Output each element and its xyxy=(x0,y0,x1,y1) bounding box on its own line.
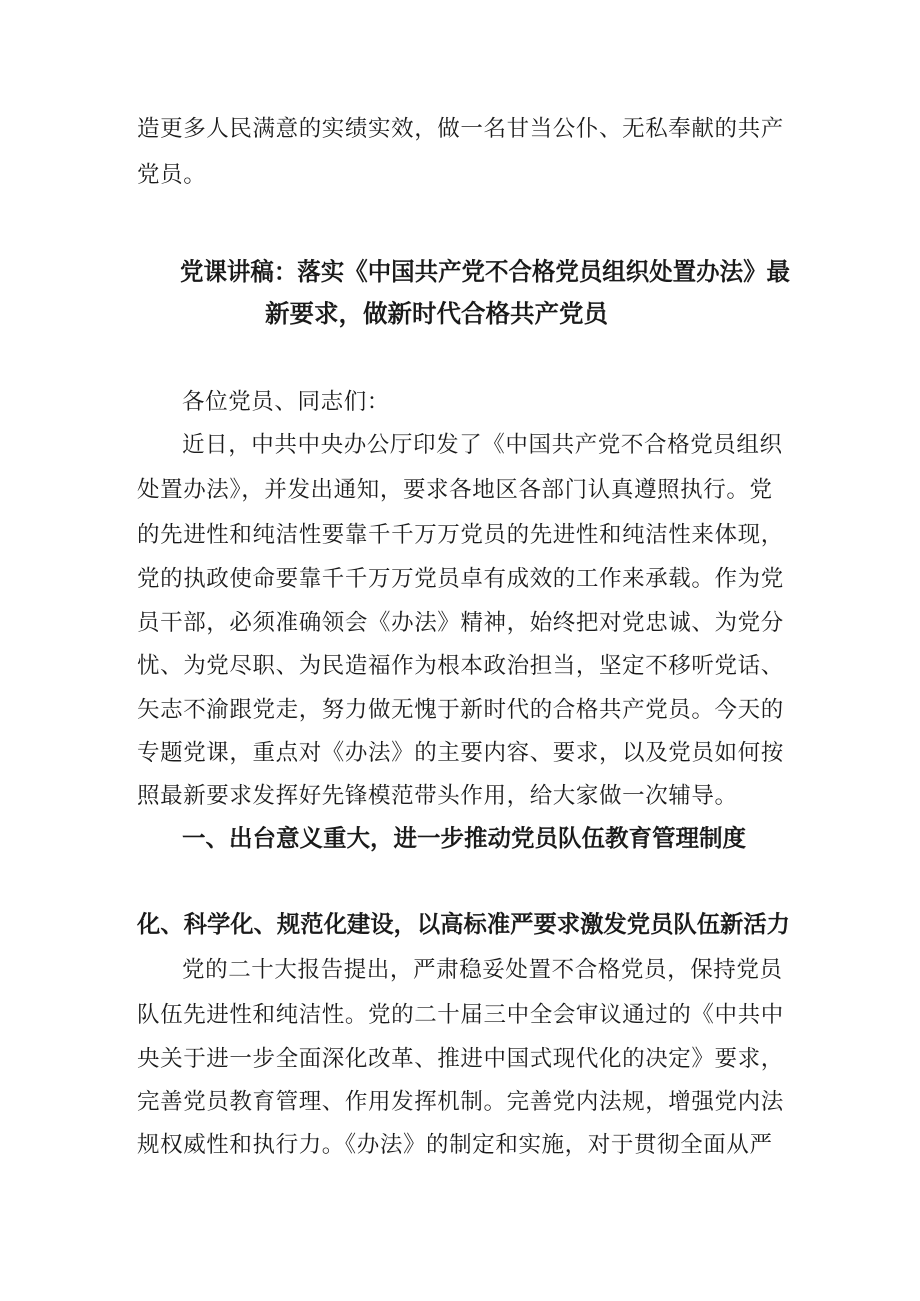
carryover-line-2: 党员。 xyxy=(137,162,207,188)
intro-line: 的先进性和纯洁性要靠千千万万党员的先进性和纯洁性来体现， xyxy=(137,522,784,548)
section-body-line: 规权威性和执行力。《办法》的制定和实施，对于贯彻全面从严 xyxy=(137,1132,773,1158)
section-heading-line-2: 化、科学化、规范化建设，以高标准严要求激发党员队伍新活力 xyxy=(137,910,790,938)
intro-line: 矢志不渝跟党走，努力做无愧于新时代的合格共产党员。今天的 xyxy=(137,697,784,723)
intro-line: 处置办法》，并发出通知，要求各地区各部门认真遵照执行。党 xyxy=(137,477,773,503)
section-body-line: 队伍先进性和纯洁性。党的二十届三中全会审议通过的《中共中 xyxy=(137,1002,784,1028)
intro-line: 照最新要求发挥好先锋模范带头作用，给大家做一次辅导。 xyxy=(137,783,738,809)
intro-line: 员干部，必须准确领会《办法》精神，始终把对党忠诚、为党分 xyxy=(137,610,784,636)
intro-line: 党的执政使命要靠千千万万党员卓有成效的工作来承载。作为党 xyxy=(137,566,784,592)
intro-line: 忧、为党尽职、为民造福作为根本政治担当，坚定不移听党话、 xyxy=(137,653,784,679)
document-title-line-1: 党课讲稿：落实《中国共产党不合格党员组织处置办法》最 xyxy=(180,257,790,286)
intro-line: 近日，中共中央办公厅印发了《中国共产党不合格党员组织 xyxy=(182,432,783,458)
salutation: 各位党员、同志们： xyxy=(182,389,390,415)
section-heading-line-1: 一、出台意义重大，进一步推动党员队伍教育管理制度 xyxy=(182,824,746,852)
carryover-line-1: 造更多人民满意的实绩实效，做一名甘当公仆、无私奉献的共产 xyxy=(137,116,784,142)
document-title-line-2: 新要求，做新时代合格共产党员 xyxy=(265,299,608,328)
section-body-line: 央关于进一步全面深化改革、推进中国式现代化的决定》要求， xyxy=(137,1046,784,1072)
section-body-line: 完善党员教育管理、作用发挥机制。完善党内法规，增强党内法 xyxy=(137,1089,784,1115)
section-body-line: 党的二十大报告提出，严肃稳妥处置不合格党员，保持党员 xyxy=(182,957,783,983)
intro-line: 专题党课，重点对《办法》的主要内容、要求，以及党员如何按 xyxy=(137,740,784,766)
